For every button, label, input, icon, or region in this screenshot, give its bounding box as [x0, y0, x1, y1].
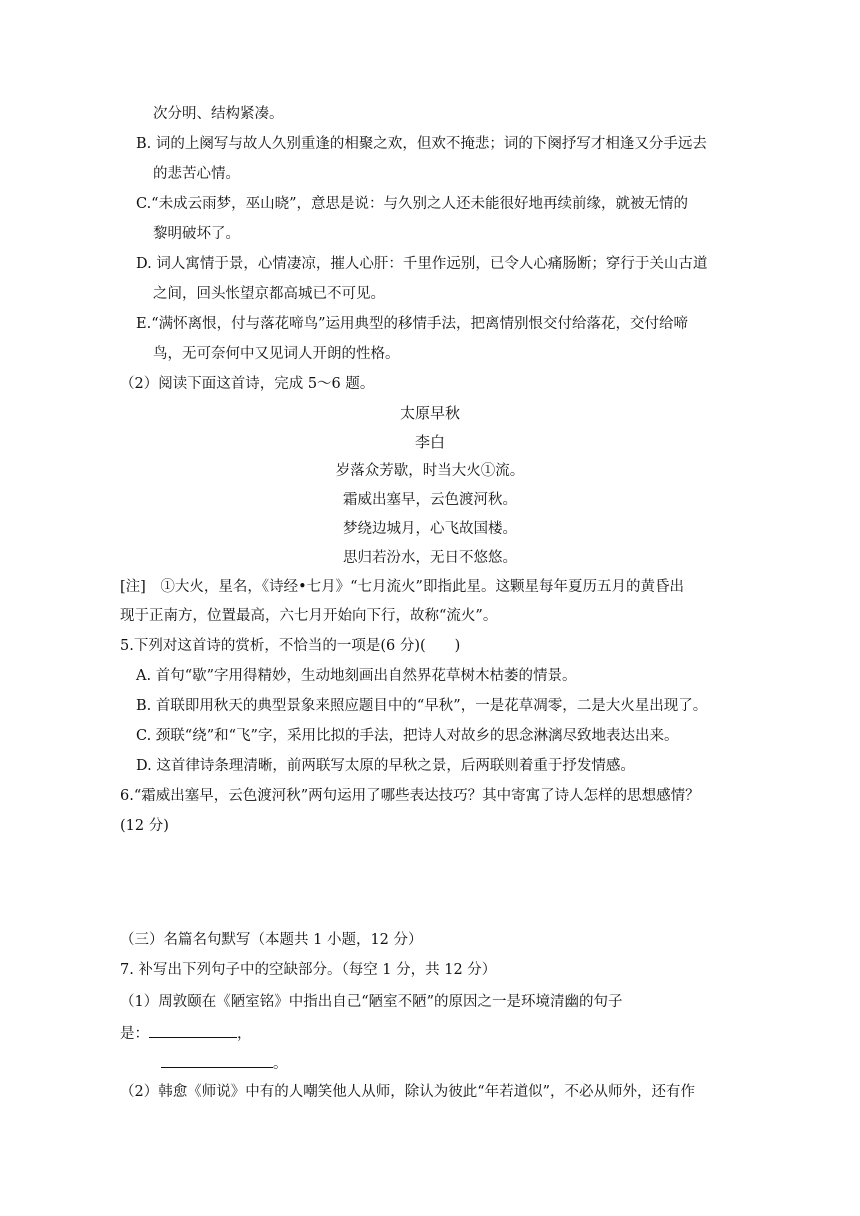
- poem-author: 李白: [414, 433, 445, 451]
- answer-blank-1[interactable]: [149, 1022, 237, 1038]
- part3-heading: （三）名篇名句默写（本题共 1 小题，12 分）: [120, 932, 423, 948]
- answer-blank-2[interactable]: [161, 1052, 273, 1068]
- poem-line-2: 霜威出塞早，云色渡河秋。: [343, 492, 517, 508]
- question-5-option-a: A. 首句“歇”字用得精妙，生动地刻画出自然界花草树木枯萎的情景。: [136, 668, 577, 684]
- question-5-stem: 5.下列对这首诗的赏析，不恰当的一项是(6 分)( ): [120, 638, 461, 654]
- option-b-line-2: 的悲苦心情。: [153, 166, 240, 182]
- note-line-1: [注] ①大火，星名，《诗经•七月》“七月流火”即指此星。这颗星每年夏历五月的黄昏出: [120, 579, 684, 595]
- answer-prefix: 是：: [120, 1026, 149, 1042]
- poem-line-3: 梦绕边城月，心飞故国楼。: [343, 521, 517, 537]
- option-c-line-1: C.“未成云雨梦，巫山晓”，意思是说：与久别之人还未能很好地再续前缘，就被无情的: [136, 196, 689, 212]
- question-7-sub1-line-2: [120, 1022, 252, 1044]
- option-e-line-1: E.“满怀离恨，付与落花啼鸟”运用典型的移情手法，把离情别恨交付给落花，交付给啼: [136, 316, 689, 332]
- note-line-2: 现于正南方，位置最高，六七月开始向下行，故称“流火”。: [120, 608, 498, 624]
- poem-title: 太原早秋: [399, 404, 460, 422]
- option-e-line-2: 鸟，无可奈何中又见词人开朗的性格。: [153, 346, 400, 362]
- option-c-line-2: 黎明破坏了。: [153, 226, 240, 242]
- period: 。: [273, 1056, 288, 1072]
- poem-line-4: 思归若汾水，无日不悠悠。: [343, 550, 517, 566]
- option-d-line-2: 之间，回头怅望京都高城已不可见。: [153, 286, 385, 302]
- question-7-sub1-line-1: （1）周敦颐在《陋室铭》中指出自己“陋室不陋”的原因之一是环境清幽的句子: [120, 994, 623, 1010]
- option-d-line-1: D. 词人寓情于景，心情凄凉，摧人心肝：千里作远别，已令人心痛肠断；穿行于关山古道: [136, 256, 708, 272]
- question-7-stem: 7. 补写出下列句子中的空缺部分。（每空 1 分，共 12 分）: [120, 962, 497, 978]
- option-a-continuation: 次分明、结构紧凑。: [153, 106, 284, 122]
- option-b-line-1: B. 词的上阕写与故人久别重逢的相聚之欢，但欢不掩悲；词的下阕抒写才相逢又分手远去: [136, 136, 707, 152]
- question-5-option-d: D. 这首律诗条理清晰，前两联写太原的早秋之景，后两联则着重于抒发情感。: [136, 758, 635, 774]
- comma: ，: [237, 1026, 252, 1042]
- question-7-sub2-line-1: （2）韩愈《师说》中有的人嘲笑他人从师，除认为彼此“年若道似”，不必从师外，还有作: [120, 1084, 696, 1100]
- question-7-sub1-line-3: [161, 1052, 288, 1074]
- question-5-option-c: C. 颈联“绕”和“飞”字，采用比拟的手法，把诗人对故乡的思念淋漓尽致地表达出来。: [136, 728, 679, 744]
- poem-line-1: 岁落众芳歇，时当大火①流。: [335, 463, 525, 479]
- part2-intro: （2）阅读下面这首诗，完成 5～6 题。: [120, 376, 375, 392]
- question-5-option-b: B. 首联即用秋天的典型景象来照应题目中的“早秋”，一是花草凋零，二是大火星出现了。: [136, 698, 708, 714]
- question-6-points: (12 分): [120, 818, 169, 834]
- question-6-stem: 6.“霜威出塞早，云色渡河秋”两句运用了哪些表达技巧？其中寄寓了诗人怎样的思想感情？: [120, 788, 700, 804]
